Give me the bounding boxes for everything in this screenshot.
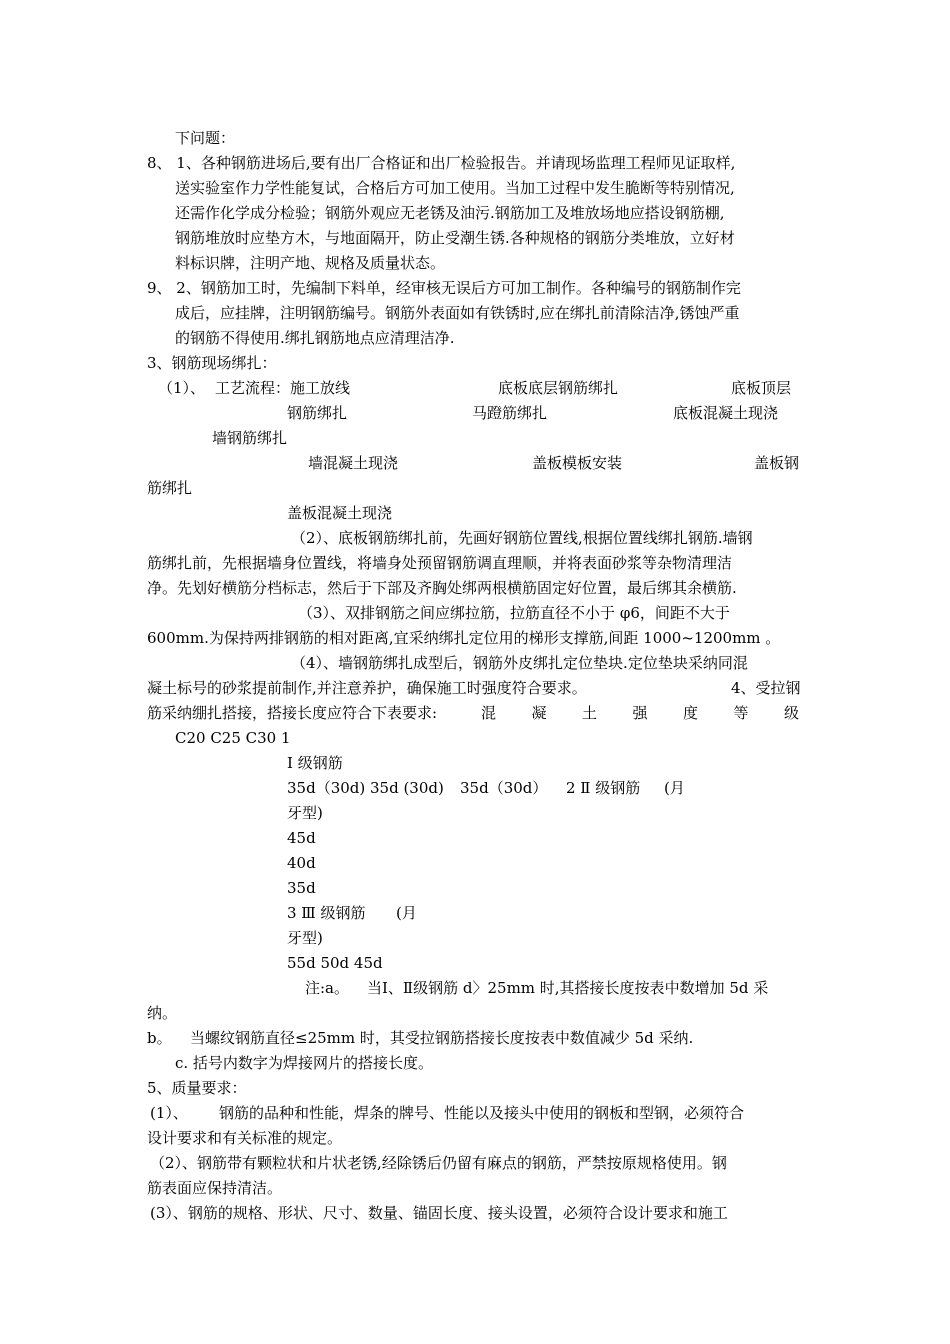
text-line: 净。先划好横筋分档标志，然后于下部及齐胸处绑两根横筋固定好位置，最后绑其余横筋. xyxy=(147,579,737,597)
table-cell: Ⅰ 级钢筋 xyxy=(287,754,343,772)
text-line: 600mm.为保持两排钢筋的相对距离,宜采纳绑扎定位用的梯形支撑筋,间距 1000~1200mm 。 xyxy=(147,629,781,647)
flow-step: 钢筋绑扎 xyxy=(287,404,348,422)
table-cell: 55d 50d 45d xyxy=(287,954,383,972)
text-line: 钢筋的品种和性能，焊条的牌号、性能以及接头中使用的钢板和型钢，必须符合 xyxy=(219,1104,745,1122)
text-line: 9、 2、钢筋加工时，先编制下料单，经审核无误后方可加工制作。各种编号的钢筋制作完 xyxy=(147,279,741,297)
note-text: 纳。 xyxy=(147,1004,178,1022)
text-line: （2）、钢筋带有颗粒状和片状老锈,经除锈后仍留有麻点的钢筋，严禁按原规格使用。钢 xyxy=(150,1154,727,1172)
text-line: 的钢筋不得使用.绑扎钢筋地点应清理洁净. xyxy=(175,329,455,347)
text-line: 送实验室作力学性能复试，合格后方可加工使用。当加工过程中发生脆断等特别情况, xyxy=(175,179,735,197)
table-cell: 牙型) xyxy=(287,929,323,947)
flow-step: 墙混凝土现浇 xyxy=(308,454,399,472)
text-line: 钢筋堆放时应垫方木，与地面隔开，防止受潮生锈.各种规格的钢筋分类堆放，立好材 xyxy=(175,229,735,247)
text-line: 筋绑扎前，先根据墙身位置线，将墙身处预留钢筋调直理顺，并将表面砂浆等杂物清理洁 xyxy=(147,554,733,572)
table-cell: (月 xyxy=(396,904,417,922)
text-line: 8、 1、各种钢筋进场后,要有出厂合格证和出厂检验报告。并请现场监理工程师见证取样, xyxy=(147,154,736,172)
table-cell: (月 xyxy=(664,779,685,797)
flow-step: 工艺流程：施工放线 xyxy=(215,379,351,397)
text-line: （2）、底板钢筋绑扎前，先画好钢筋位置线,根据位置线绑扎钢筋.墙钢 xyxy=(291,529,753,547)
text-line: （4）、墙钢筋绑扎成型后，钢筋外皮绑扎定位垫块.定位垫块采纳同混 xyxy=(291,654,748,672)
text-line: 筋采纳绷扎搭接，搭接长度应符合下表要求: xyxy=(147,704,438,722)
table-cell: C20 C25 C30 1 xyxy=(175,729,291,747)
flow-step: 墙钢筋绑扎 xyxy=(212,429,288,447)
text-line: (1）、 xyxy=(150,1104,188,1122)
text-line: 还需作化学成分检验；钢筋外观应无老锈及油污.钢筋加工及堆放场地应搭设钢筋棚, xyxy=(175,204,725,222)
note-label: 注:a。 xyxy=(305,979,349,997)
table-header: 混 凝 土 强 度 等 级 xyxy=(481,704,799,722)
text-line: 凝土标号的砂浆提前制作,并注意养护，确保施工时强度符合要求。 xyxy=(147,679,587,697)
table-cell: 40d xyxy=(287,854,316,872)
table-cell: 牙型) xyxy=(287,804,323,822)
text-line: 料标识牌，注明产地、规格及质量状态。 xyxy=(175,254,446,272)
section-heading: 4、受拉钢 xyxy=(731,679,801,697)
text-line: (3）、钢筋的规格、形状、尺寸、数量、锚固长度、接头设置，必须符合设计要求和施工 xyxy=(150,1204,728,1222)
flow-step: 筋绑扎 xyxy=(147,479,193,497)
table-cell: 3 Ⅲ 级钢筋 xyxy=(287,904,366,922)
text-line: （1）、 xyxy=(158,379,206,397)
note-text: 当Ⅰ、Ⅱ级钢筋 d〉25mm 时,其搭接长度按表中数增加 5d 采 xyxy=(367,979,769,997)
flow-step: 盖板混凝土现浇 xyxy=(287,504,393,522)
note-text: c. 括号内数字为焊接网片的搭接长度。 xyxy=(175,1054,433,1072)
flow-step: 底板底层钢筋绑扎 xyxy=(498,379,619,397)
flow-step: 底板混凝土现浇 xyxy=(673,404,779,422)
flow-step: 盖板钢 xyxy=(754,454,800,472)
text-line: 成后，应挂牌，注明钢筋编号。钢筋外表面如有铁锈时,应在绑扎前清除洁净,锈蚀严重 xyxy=(175,304,740,322)
text-line: 下问题： xyxy=(175,129,236,147)
note-text: 当螺纹钢筋直径≤25mm 时，其受拉钢筋搭接长度按表中数值减少 5d 采纳. xyxy=(190,1029,694,1047)
table-cell: 45d xyxy=(287,829,316,847)
text-line: 设计要求和有关标准的规定。 xyxy=(147,1129,343,1147)
flow-step: 马蹬筋绑扎 xyxy=(472,404,548,422)
table-cell: 35d（30d） xyxy=(460,779,548,797)
table-cell: 2 Ⅱ 级钢筋 xyxy=(566,779,641,797)
text-line: （3）、双排钢筋之间应绑拉筋，拉筋直径不小于 φ6，间距不大于 xyxy=(298,604,730,622)
flow-step: 盖板模板安装 xyxy=(532,454,623,472)
note-label: b。 xyxy=(147,1029,172,1047)
flow-step: 底板顶层 xyxy=(731,379,792,397)
table-cell: 35d（30d) 35d (30d) xyxy=(287,779,444,797)
table-cell: 35d xyxy=(287,879,316,897)
text-line: 筋表面应保持清洁。 xyxy=(147,1179,283,1197)
section-heading: 3、钢筋现场绑扎： xyxy=(147,354,277,372)
section-heading: 5、质量要求： xyxy=(147,1079,247,1097)
